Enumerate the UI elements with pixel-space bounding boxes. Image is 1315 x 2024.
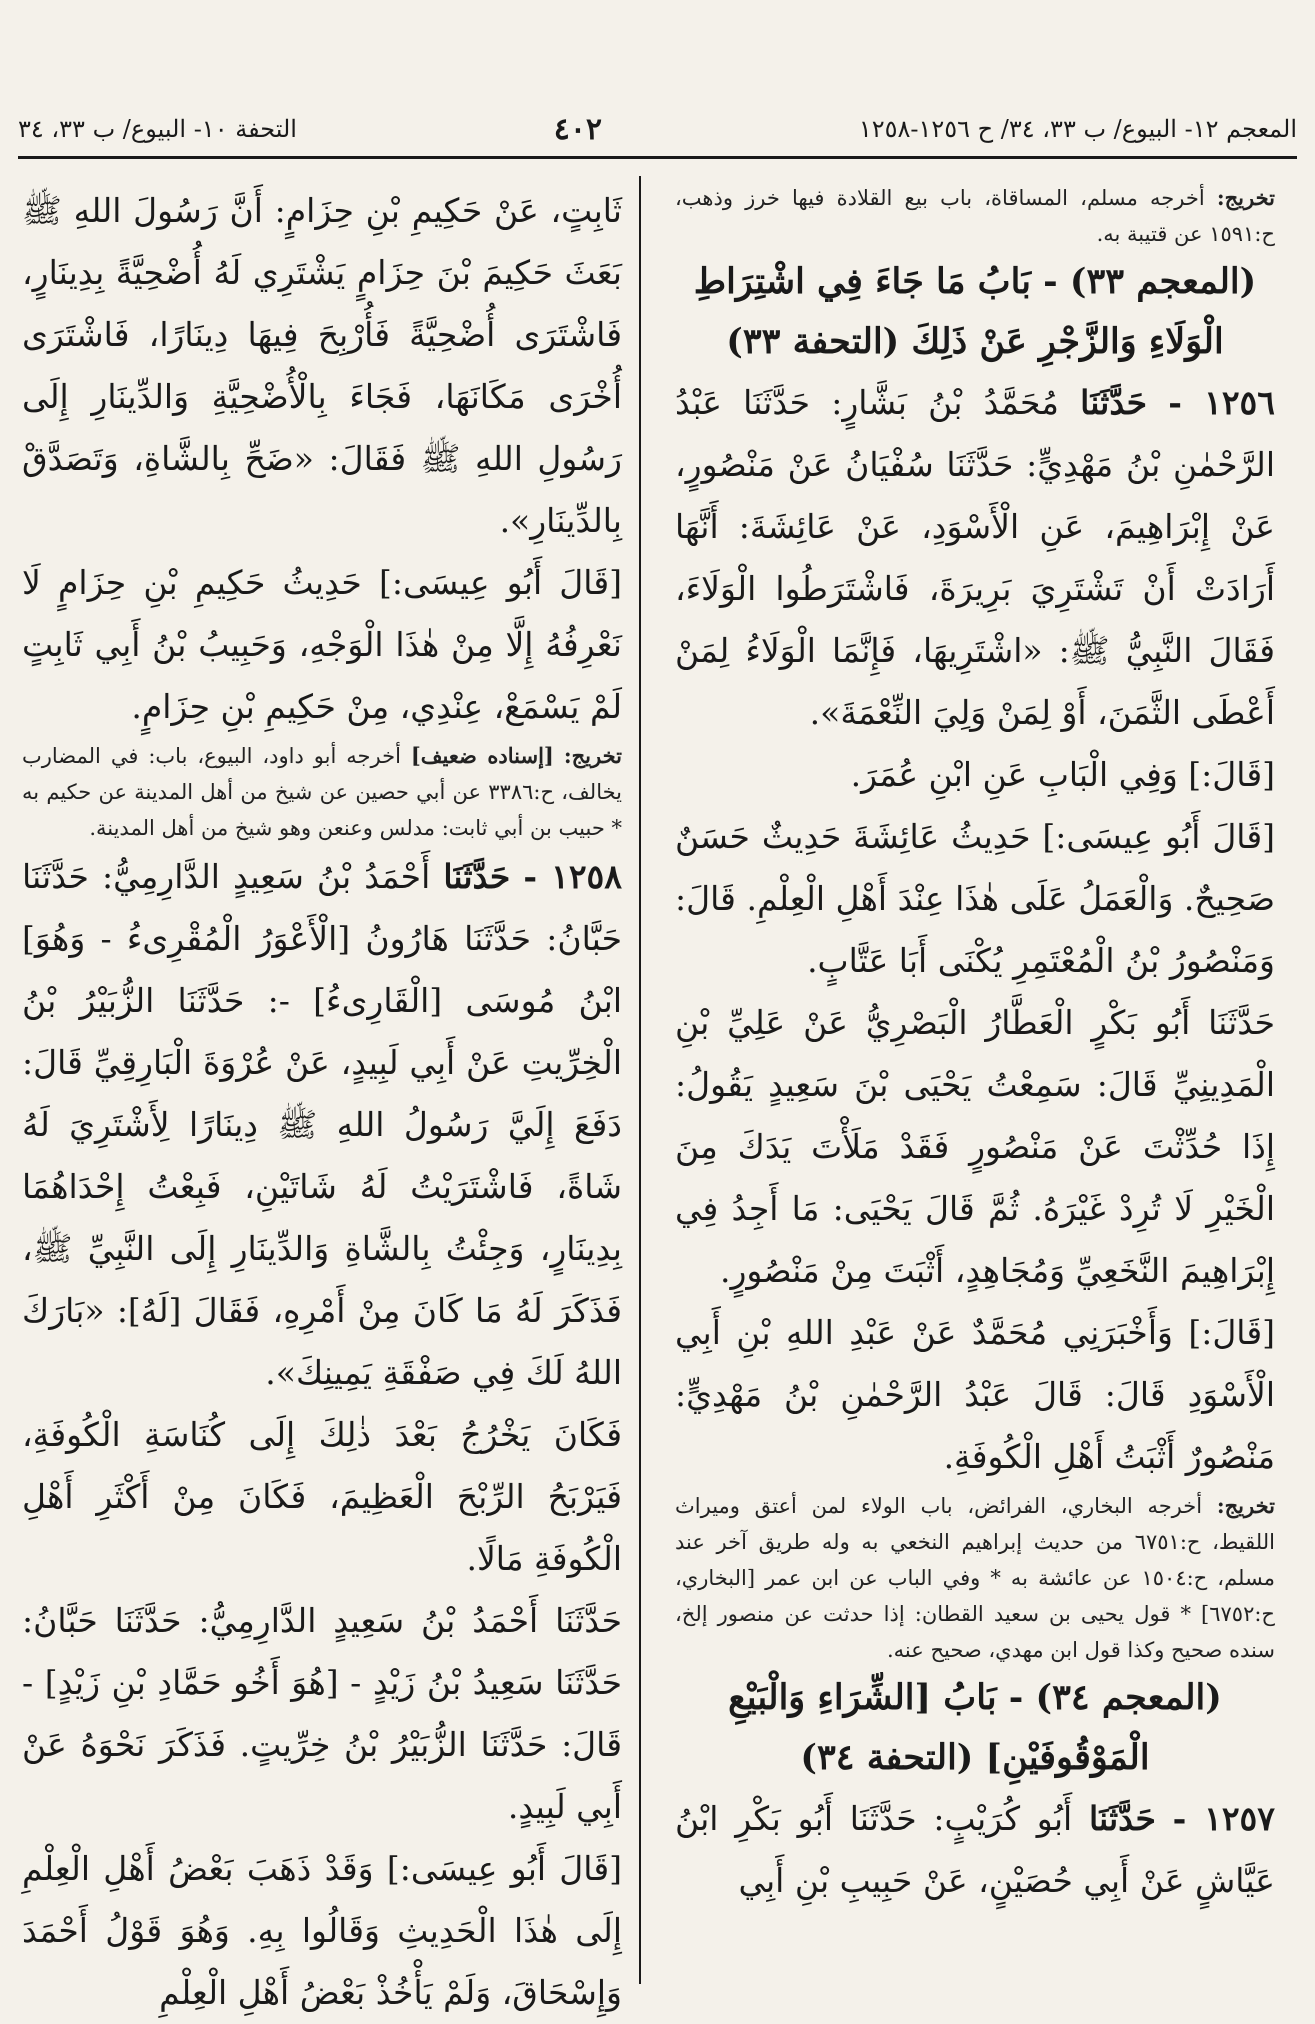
takhrij-text: أخرجه مسلم، المساقاة، باب بيع القلادة فيها خرز وذهب، ح:١٥٩١ عن قتيبة به. (675, 186, 1275, 246)
left-column (22, 180, 623, 2012)
header-rule (18, 156, 1297, 159)
abu-isa-comment: [قَالَ أَبُو عِيسَى:] حَدِيثُ عَائِشَةَ حَدِيثٌ حَسَنٌ صَحِيحٌ. وَالْعَمَلُ عَلَى هٰذَا عِنْدَ أَهْلِ الْعِلْمِ. قَالَ: وَمَنْصُورُ بْنُ الْمُعْتَمِرِ يُكْنَى أَبَا عَتَّابٍ. (675, 817, 1275, 980)
hadith-opening: حَدَّثَنَا (1088, 1799, 1156, 1838)
takhrij-grade: [إسناده ضعيف] (410, 743, 554, 768)
chapter-33-title-line1: (المعجم ٣٣) - بَابُ مَا جَاءَ فِي اشْتِرَاطِ (693, 261, 1257, 302)
bab-note: [قَالَ:] وَفِي الْبَابِ عَنِ ابْنِ عُمَرَ. (850, 755, 1275, 794)
hadith-1257-continuation: ثَابِتٍ، عَنْ حَكِيمِ بْنِ حِزَامٍ: أَنَّ رَسُولَ اللهِ ﷺ بَعَثَ حَكِيمَ بْنَ حِزَامٍ يَشْتَرِي لَهُ أُضْحِيَّةً بِدِينَارٍ، فَاشْتَرَى أُضْحِيَّةً فَأُرْبِحَ فِيهَا دِينَارًا، فَاشْتَرَى أُخْرَى مَكَانَهَا، فَجَاءَ بِالْأُضْحِيَّةِ وَالدِّينَارِ إِلَى رَسُولِ اللهِ ﷺ فَقَالَ: «ضَحِّ بِالشَّاةِ، وَتَصَدَّقْ بِالدِّينَارِ». (22, 191, 622, 540)
hadith-1257 (675, 1788, 1275, 1912)
header-left-reference: التحفة ١٠- البيوع/ ب ٣٣، ٣٤ (18, 115, 297, 143)
right-column (675, 180, 1275, 1990)
hadith-number: ١٢٥٦ - (1168, 383, 1275, 422)
abu-isa-comment: [قَالَ أَبُو عِيسَى:] حَدِيثُ حَكِيمِ بْنِ حِزَامٍ لَا نَعْرِفُهُ إِلَّا مِنْ هٰذَا الْوَجْهِ، وَحَبِيبُ بْنُ أَبِي ثَابِتٍ لَمْ يَسْمَعْ، عِنْدِي، مِنْ حَكِيمِ بْنِ حِزَامٍ. (22, 563, 622, 726)
page-number: ٤٠٢ (553, 111, 603, 147)
hadith-number: ١٢٥٧ - (1172, 1799, 1276, 1838)
chapter-34-title-line1: (المعجم ٣٤) - بَابُ [الشِّرَاءِ وَالْبَيْعِ (728, 1677, 1222, 1718)
hadith-text: مُحَمَّدُ بْنُ بَشَّارٍ: حَدَّثَنَا عَبْدُ الرَّحْمٰنِ بْنُ مَهْدِيٍّ: حَدَّثَنَا سُفْيَانُ عَنْ مَنْصُورٍ، عَنْ إِبْرَاهِيمَ، عَنِ الْأَسْوَدِ، عَنْ عَائِشَةَ: أَنَّهَا أَرَادَتْ أَنْ تَشْتَرِيَ بَرِيرَةَ، فَاشْتَرَطُوا الْوَلَاءَ، فَقَالَ النَّبِيُّ ﷺ: «اشْتَرِيهَا، فَإِنَّمَا الْوَلَاءُ لِمَنْ أَعْطَى الثَّمَنَ، أَوْ لِمَنْ وَلِيَ النِّعْمَةَ». (675, 383, 1275, 732)
takhrij-label: تخريج: (563, 743, 622, 768)
takhrij-text: أخرجه البخاري، الفرائض، باب الولاء لمن أعتق وميراث اللقيط، ح:٦٧٥١ من حديث إبراهيم النخعي به وله طريق آخر عند مسلم، ح:١٥٠٤ عن عائشة به * وفي الباب عن ابن عمر [البخاري، ح:٦٧٥٢] * قول يحيى بن سعيد القطان: إذا حدثت عن منصور إلخ، سنده صحيح وكذا قول ابن مهدي، صحيح عنه. (675, 1494, 1275, 1662)
hadith-number: ١٢٥٨ - (523, 857, 623, 896)
chapter-33-title-line2: الْوَلَاءِ وَالزَّجْرِ عَنْ ذَلِكَ (التحفة ٣٣) (726, 321, 1224, 362)
page-header (18, 108, 1297, 150)
chapter-34-title-line2: الْمَوْقُوفَيْنِ] (التحفة ٣٤) (800, 1737, 1150, 1778)
header-right-reference: المعجم ١٢- البيوع/ ب ٣٣، ٣٤/ ح ١٢٥٦-١٢٥٨ (858, 115, 1297, 143)
kunasa-paragraph: فَكَانَ يَخْرُجُ بَعْدَ ذٰلِكَ إِلَى كُنَاسَةِ الْكُوفَةِ، فَيَرْبَحُ الرِّبْحَ الْعَظِيمَ، فَكَانَ مِنْ أَكْثَرِ أَهْلِ الْكُوفَةِ مَالًا. (22, 1415, 622, 1578)
hadith-opening: حَدَّثَنَا (443, 857, 511, 896)
attar-narration: حَدَّثَنَا أَبُو بَكْرٍ الْعَطَّارُ الْبَصْرِيُّ عَنْ عَلِيِّ بْنِ الْمَدِينِيِّ قَالَ: سَمِعْتُ يَحْيَى بْنَ سَعِيدٍ يَقُولُ: إِذَا حُدِّثْتَ عَنْ مَنْصُورٍ فَقَدْ مَلَأْتَ يَدَكَ مِنَ الْخَيْرِ لَا تُرِدْ غَيْرَهُ. ثُمَّ قَالَ يَحْيَى: مَا أَجِدُ فِي إِبْرَاهِيمَ النَّخَعِيِّ وَمُجَاهِدٍ، أَثْبَتَ مِنْ مَنْصُورٍ. (675, 1003, 1275, 1290)
abu-isa-comment-2: [قَالَ أَبُو عِيسَى:] وَقَدْ ذَهَبَ بَعْضُ أَهْلِ الْعِلْمِ إِلَى هٰذَا الْحَدِيثِ وَقَالُوا بِهِ. وَهُوَ قَوْلُ أَحْمَدَ وَإِسْحَاقَ، وَلَمْ يَأْخُذْ بَعْضُ أَهْلِ الْعِلْمِ (22, 1849, 622, 2012)
takhrij-label: تخريج: (1216, 185, 1275, 210)
hadith-1258 (22, 846, 622, 1404)
takhrij-1 (675, 180, 1275, 252)
hadith-text: أَحْمَدُ بْنُ سَعِيدٍ الدَّارِمِيُّ: حَدَّثَنَا حَبَّانُ: حَدَّثَنَا هَارُونُ [الْأَعْوَرُ الْمُقْرِىءُ - وَهُوَ] ابْنُ مُوسَى [الْقَارِىءُ] -: حَدَّثَنَا الزُّبَيْرُ بْنُ الْخِرِّيتِ عَنْ أَبِي لَبِيدٍ، عَنْ عُرْوَةَ الْبَارِقِيِّ قَالَ: دَفَعَ إِلَيَّ رَسُولُ اللهِ ﷺ دِينَارًا لِأَشْتَرِيَ لَهُ شَاةً، فَاشْتَرَيْتُ لَهُ شَاتَيْنِ، فَبِعْتُ إِحْدَاهُمَا بِدِينَارٍ، وَجِئْتُ بِالشَّاةِ وَالدِّينَارِ إِلَى النَّبِيِّ ﷺ، فَذَكَرَ لَهُ مَا كَانَ مِنْ أَمْرِهِ، فَقَالَ [لَهُ]: «بَارَكَ اللهُ لَكَ فِي صَفْقَةِ يَمِينِكَ». (22, 857, 622, 1392)
takhrij-label: تخريج: (1216, 1493, 1275, 1518)
column-divider (639, 176, 641, 1984)
takhrij-text: أخرجه أبو داود، البيوع، باب: في المضارب يخالف، ح:٣٣٨٦ عن أبي حصين عن شيخ من أهل المدينة عن حكيم به * حبيب بن أبي ثابت: مدلس وعنعن وهو شيخ من أهل المدينة. (22, 744, 622, 840)
takhrij-3 (22, 738, 622, 846)
hadith-text: أَبُو كُرَيْبٍ: حَدَّثَنَا أَبُو بَكْرِ ابْنُ عَيَّاشٍ عَنْ أَبِي حُصَيْنٍ، عَنْ حَبِيبِ بْنِ أَبِي (675, 1799, 1275, 1900)
darimi-narration: حَدَّثَنَا أَحْمَدُ بْنُ سَعِيدٍ الدَّارِمِيُّ: حَدَّثَنَا حَبَّانُ: حَدَّثَنَا سَعِيدُ بْنُ زَيْدٍ - [هُوَ أَخُو حَمَّادِ بْنِ زَيْدٍ] - قَالَ: حَدَّثَنَا الزُّبَيْرُ بْنُ خِرِّيتٍ. فَذَكَرَ نَحْوَهُ عَنْ أَبِي لَبِيدٍ. (22, 1601, 622, 1826)
hadith-1256 (675, 372, 1275, 744)
takhrij-2 (675, 1488, 1275, 1668)
akhbarani-narration: [قَالَ:] وَأَخْبَرَنِي مُحَمَّدٌ عَنْ عَبْدِ اللهِ بْنِ أَبِي الْأَسْوَدِ قَالَ: قَالَ عَبْدُ الرَّحْمٰنِ بْنُ مَهْدِيٍّ: مَنْصُورٌ أَثْبَتُ أَهْلِ الْكُوفَةِ. (675, 1313, 1275, 1476)
hadith-opening: حَدَّثَنَا (1080, 383, 1148, 422)
